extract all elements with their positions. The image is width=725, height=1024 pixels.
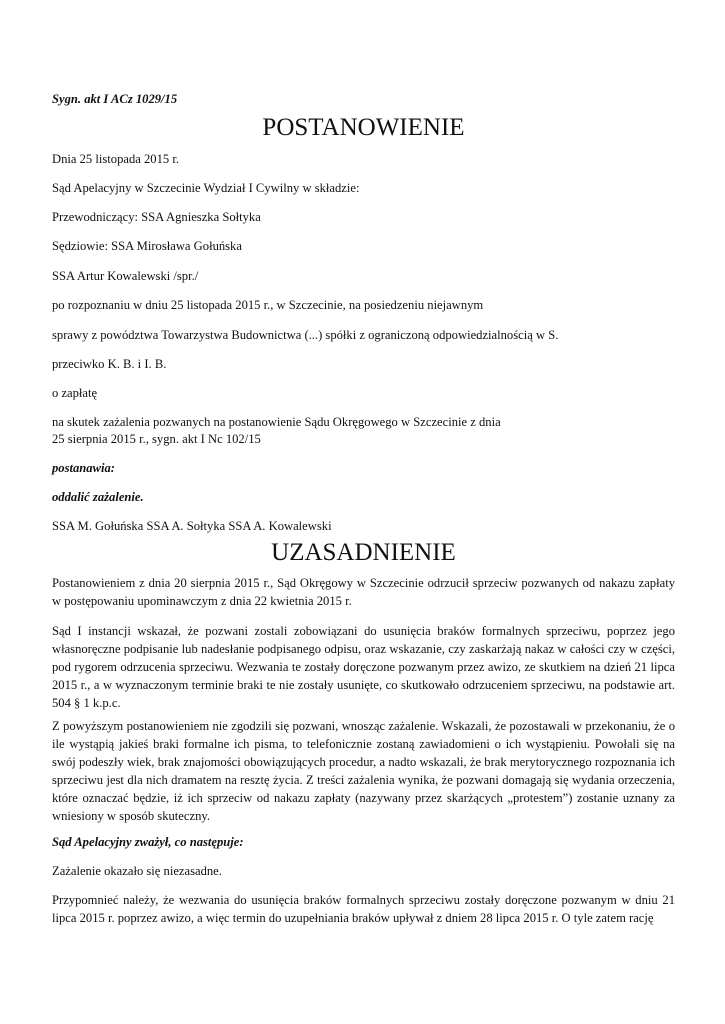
judge-rapporteur: SSA Artur Kowalewski /spr./ xyxy=(52,269,199,283)
case-subject: o zapłatę xyxy=(52,386,98,400)
justification-paragraph-1: Postanowieniem z dnia 20 sierpnia 2015 r., Sąd Okręgowy w Szczecinie odrzucił sprzeciw pozwanych od nakazu zapłaty w postępowaniu upominawczym z dnia 22 kwietnia 2015 r. xyxy=(52,576,675,608)
ruling-text: oddalić zażalenie. xyxy=(52,490,144,504)
justification-paragraph-2: Sąd I instancji wskazał, że pozwani zostali zobowiązani do usunięcia braków formalnych sprzeciwu, poprzez jego własnoręczne podpisanie lub nadesłanie podpisanego odpisu, oraz wskazanie, czy zaskarżają nakaz w całości czy w części, pod rygorem odrzucenia sprzeciwu. Wezwania te zostały doręczone pozwanym przez awizo, ze skutkiem na dzień 21 lipca 2015 r., a w wyznaczonym terminie braki te nie zostały usunięte, co skutkowało odrzuceniem sprzeciwu, na podstawie art. 504 § 1 k.p.c. xyxy=(52,624,675,710)
justification-paragraph-3: Z powyższym postanowieniem nie zgodzili się pozwani, wnosząc zażalenie. Wskazali, że pozostawali w przekonaniu, że o ile wystąpią jakieś braki formalne ich pisma, to telefonicznie zostaną zawiadomieni o ich wystąpieniu. Powołali się na swój podeszły wiek, brak znajomości obowiązujących procedur, a nadto wskazali, że brak merytorycznego rozpoznania ich sprzeciwu jest dla nich dramatem na resztę życia. Z treści zażalenia wynika, że pozwani domagają się wydania orzeczenia, które oznaczać będzie, iż ich sprzeciw od nakazu zapłaty (nazywany przez skarżących „protestem”) zostanie uznany za wniesiony w sposób skuteczny. xyxy=(52,719,675,823)
decides-label: postanawia: xyxy=(52,461,115,475)
judges: Sędziowie: SSA Mirosława Gołuńska xyxy=(52,239,242,253)
signatures: SSA M. Gołuńska SSA A. Sołtyka SSA A. Kowalewski xyxy=(52,519,332,533)
appeal-line-1: na skutek zażalenia pozwanych na postanowienie Sądu Okręgowego w Szczecinie z dnia xyxy=(52,415,501,429)
case-number: Sygn. akt I ACz 1029/15 xyxy=(52,92,178,106)
case-claim: sprawy z powództwa Towarzystwa Budownictwa (...) spółki z ograniczoną odpowiedzialnością w S. xyxy=(52,328,559,342)
court-composition: Sąd Apelacyjny w Szczecinie Wydział I Cywilny w składzie: xyxy=(52,181,360,195)
court-considered-label: Sąd Apelacyjny zważył, co następuje: xyxy=(52,835,244,849)
document-title: POSTANOWIENIE xyxy=(262,114,465,141)
presiding-judge: Przewodniczący: SSA Agnieszka Sołtyka xyxy=(52,210,261,224)
justification-paragraph-4: Zażalenie okazało się niezasadne. xyxy=(52,864,222,878)
hearing-info: po rozpoznaniu w dniu 25 listopada 2015 r., w Szczecinie, na posiedzeniu niejawnym xyxy=(52,298,484,312)
justification-paragraph-5: Przypomnieć należy, że wezwania do usunięcia braków formalnych sprzeciwu zostały doręczone pozwanym w dniu 21 lipca 2015 r. poprzez awizo, a więc termin do uzupełniania braków upływał z dniem 28 lipca 2015 r. O tyle zatem rację xyxy=(52,893,675,925)
defendants: przeciwko K. B. i I. B. xyxy=(52,357,167,371)
ruling-date: Dnia 25 listopada 2015 r. xyxy=(52,152,179,166)
appeal-line-2: 25 sierpnia 2015 r., sygn. akt I Nc 102/15 xyxy=(52,432,261,446)
justification-title: UZASADNIENIE xyxy=(271,539,456,566)
